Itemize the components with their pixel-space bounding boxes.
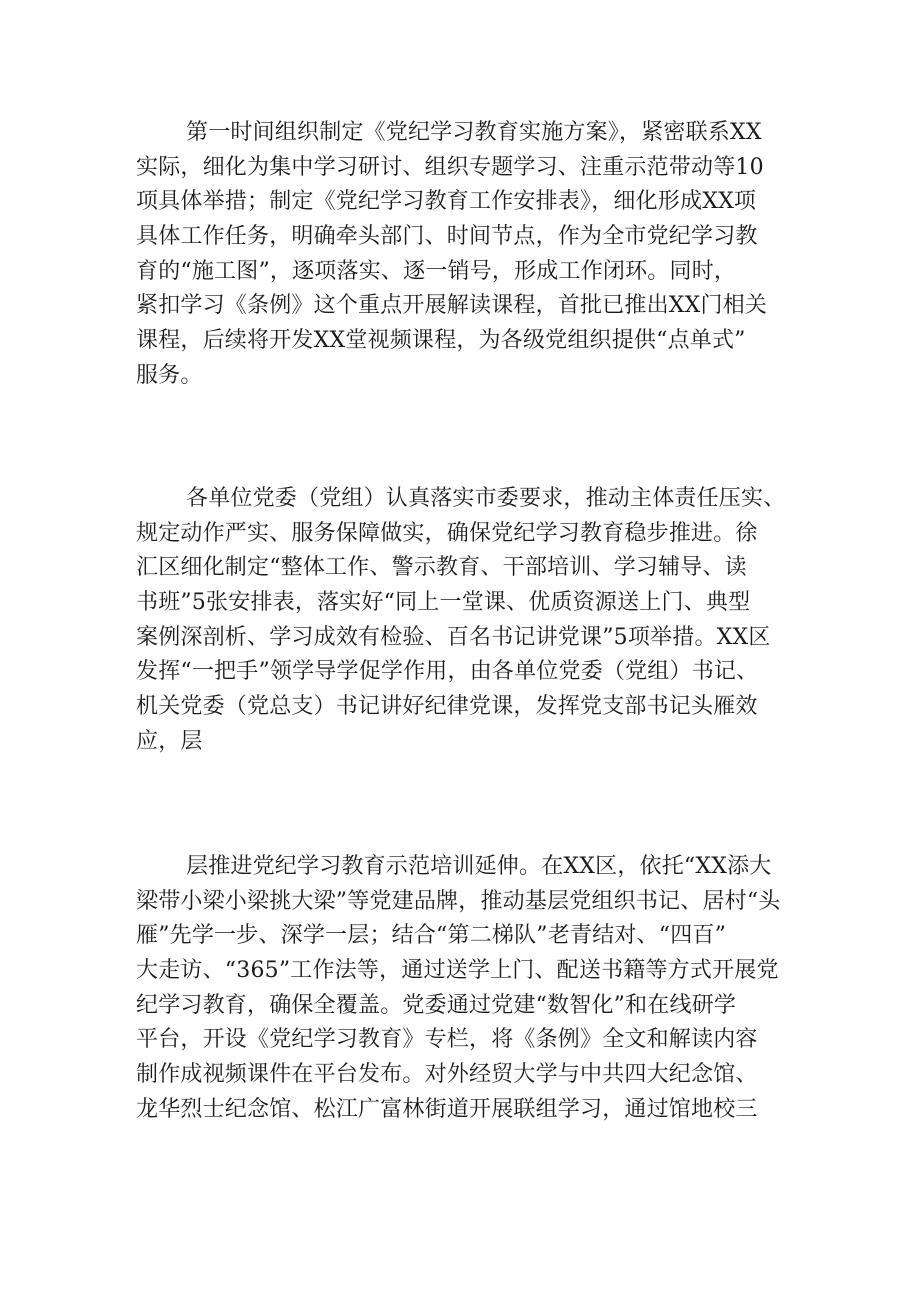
- paragraph-line: 各单位党委（党组）认真落实市委要求，推动主体责任压实、: [186, 486, 786, 511]
- paragraph-1: [136, 116, 796, 394]
- paragraph-line: 书班”5张安排表，落实好“同上一堂课、优质资源送上门、典型: [136, 590, 751, 616]
- paragraph-line: 第一时间组织制定《党纪学习教育实施方案》，紧密联系XX: [186, 120, 762, 145]
- paragraph-line: 平台，开设《党纪学习教育》专栏，将《条例》全文和解读内容: [136, 1027, 758, 1053]
- paragraph-line: 汇区细化制定“整体工作、警示教育、干部培训、学习辅导、读: [136, 555, 747, 581]
- paragraph-3: [136, 850, 796, 1128]
- paragraph-line: 纪学习教育，确保全覆盖。党委通过党建“数智化”和在线研学: [136, 992, 737, 1018]
- paragraph-line: 大走访、“365”工作法等，通过送学上门、配送书籍等方式开展党: [136, 958, 779, 984]
- paragraph-line: 实际，细化为集中学习研讨、组织专题学习、注重示范带动等10: [136, 154, 764, 180]
- paragraph-line: 机关党委（党总支）书记讲好纪律党课，发挥党支部书记头雁效: [136, 694, 758, 720]
- paragraph-line: 育的“施工图”，逐项落实、逐一销号，形成工作闭环。同时，: [136, 258, 737, 284]
- paragraph-line: 龙华烈士纪念馆、松江广富林街道开展联组学习，通过馆地校三: [136, 1096, 758, 1122]
- paragraph-line: 层推进党纪学习教育示范培训延伸。在XX区，依托“XX添大: [186, 854, 772, 879]
- paragraph-line: 案例深剖析、学习成效有检验、百名书记讲党课”5项举措。XX区: [136, 624, 771, 650]
- paragraph-line: 制作成视频课件在平台发布。对外经贸大学与中共四大纪念馆、: [136, 1062, 758, 1088]
- paragraph-line: 雁”先学一步、深学一层；结合“第二梯队”老青结对、“四百”: [136, 923, 727, 949]
- paragraph-line: 课程，后续将开发XX堂视频课程，为各级党组织提供“点单式”: [136, 328, 746, 354]
- paragraph-2: [136, 482, 796, 760]
- paragraph-line: 发挥“一把手”领学导学促学作用，由各单位党委（党组）书记、: [136, 659, 759, 685]
- paragraph-line: 服务。: [136, 362, 203, 388]
- paragraph-line: 项具体举措；制定《党纪学习教育工作安排表》，细化形成XX项: [136, 189, 757, 215]
- paragraph-line: 具体工作任务，明确牵头部门、时间节点，作为全市党纪学习教: [136, 224, 758, 250]
- paragraph-line: 紧扣学习《条例》这个重点开展解读课程，首批已推出XX门相关: [136, 293, 768, 319]
- paragraph-line: 规定动作严实、服务保障做实，确保党纪学习教育稳步推进。徐: [136, 520, 758, 546]
- paragraph-line: 应，层: [136, 728, 203, 754]
- paragraph-line: 梁带小梁小梁挑大梁”等党建品牌，推动基层党组织书记、居村“头: [136, 888, 781, 914]
